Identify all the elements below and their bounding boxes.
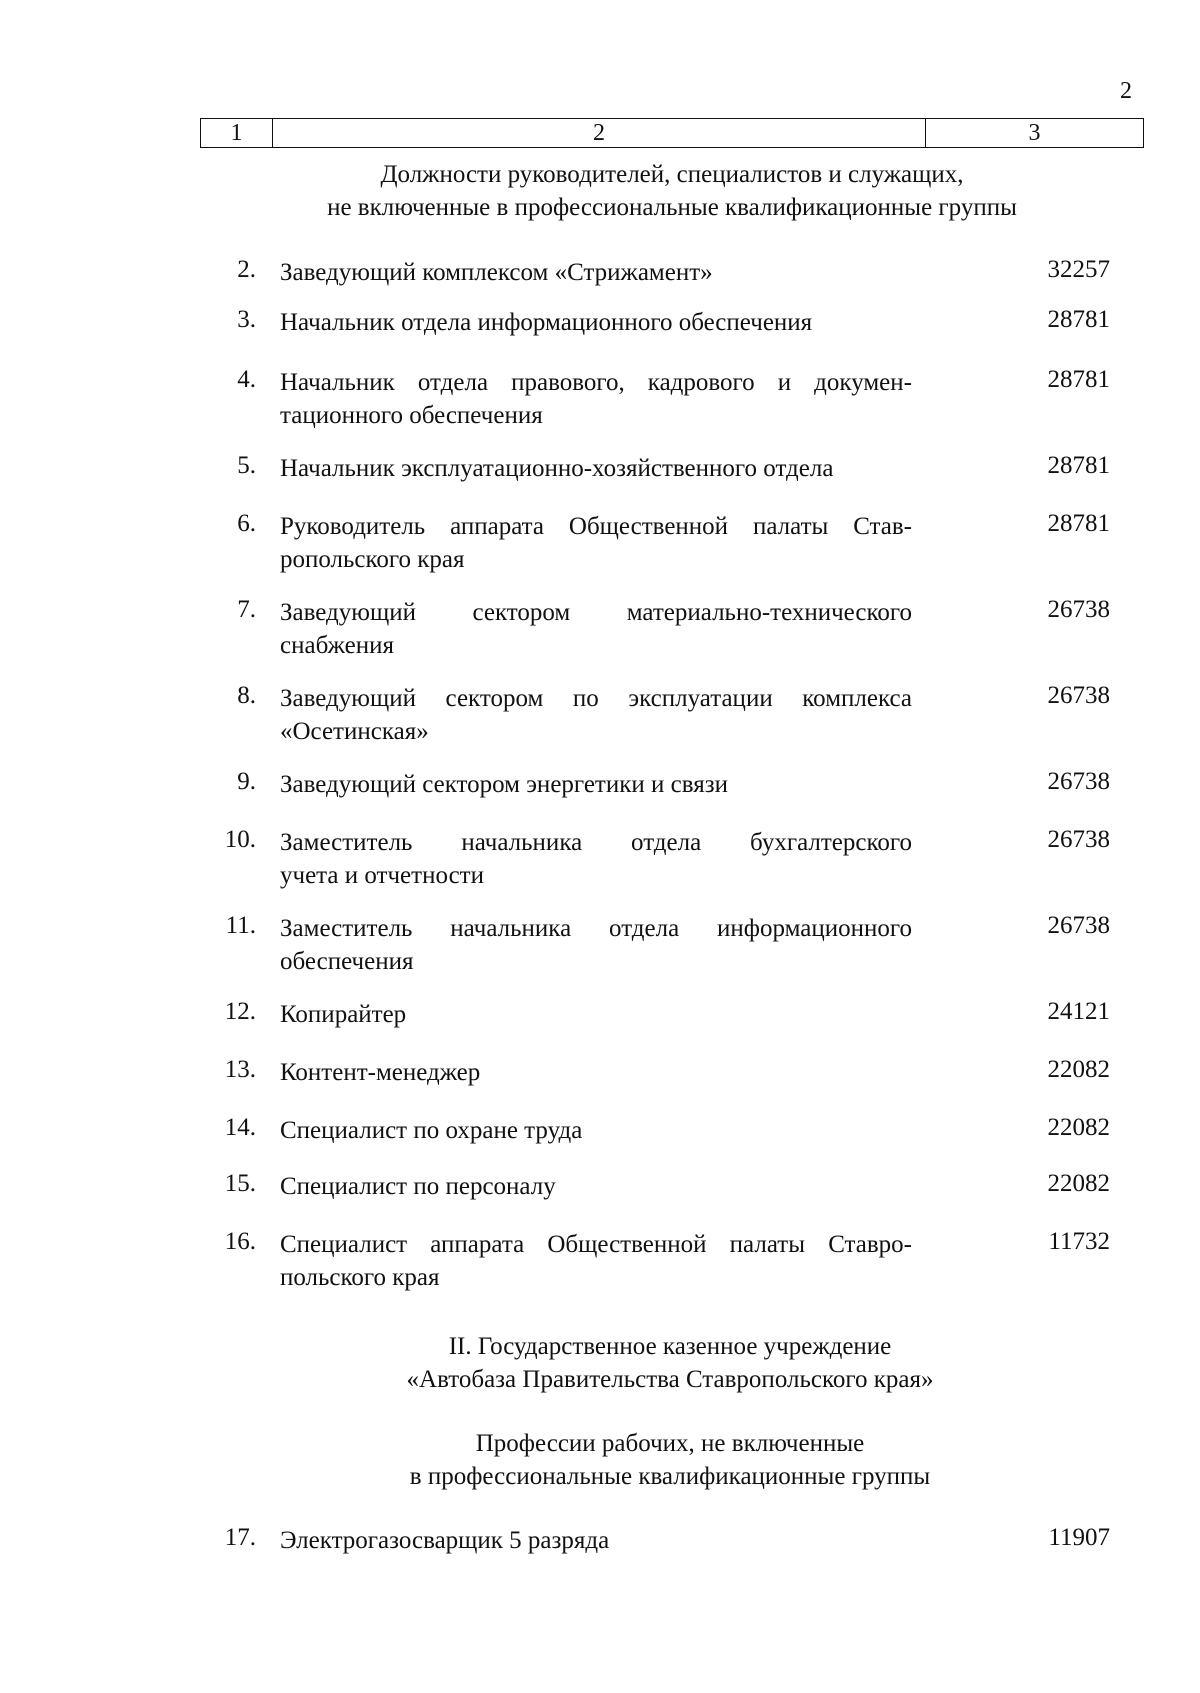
row-title [280,452,912,485]
row-value: 11732 [1048,1228,1110,1255]
column-header-table [200,118,1144,148]
row-title [280,1524,912,1557]
section1-heading-line2: не включенные в профессиональные квалификационные группы [327,194,1017,221]
row-number: 16. [224,1228,256,1255]
row-number: 14. [224,1114,256,1141]
row-number: 5. [237,452,256,479]
row-title-line: Руководитель аппарата Общественной палаты Став- [280,513,912,540]
row-value: 28781 [1047,452,1110,479]
row-title-line: Специалист аппарата Общественной палаты Ставро- [280,1231,912,1258]
row-title-line: снабжения [280,632,394,659]
row-value: 32257 [1047,256,1110,283]
row-number: 13. [224,1056,256,1083]
section1-heading-line1: Должности руководителей, специалистов и служащих, [380,161,964,188]
row-title [280,1114,912,1147]
row-title-line: Копирайтер [280,1001,407,1028]
row-title-line: Начальник отдела правового, кадрового и докумен- [280,369,912,396]
row-title-line: польского края [280,1264,440,1291]
row-number: 17. [224,1524,256,1551]
row-number: 2. [237,256,256,283]
row-title-line: Заместитель начальника отдела информационного [280,915,912,942]
row-number: 3. [237,306,256,333]
section2-subheading-line1: Профессии рабочих, не включенные [475,1430,865,1457]
row-value: 22082 [1047,1170,1110,1197]
row-title [280,912,912,978]
row-title-line: Начальник эксплуатационно-хозяйственного отдела [280,455,834,482]
section2-subheading-line2: в профессиональные квалификационные группы [409,1463,931,1490]
section2-heading-line1: II. Государственное казенное учреждение [448,1333,892,1360]
row-value: 26738 [1047,682,1110,709]
row-title-line: тационного обеспечения [280,402,543,429]
section2-heading-line2: «Автобаза Правительства Ставропольского края» [406,1366,934,1393]
row-title-line: Начальник отдела информационного обеспечения [280,309,813,336]
page-number: 2 [1120,78,1132,104]
row-number: 15. [224,1170,256,1197]
row-title-line: Заведующий сектором энергетики и связи [280,771,728,798]
row-title-line: Специалист по охране труда [280,1117,583,1144]
row-value: 22082 [1047,1056,1110,1083]
row-value: 28781 [1047,510,1110,537]
section1-heading [200,158,1144,224]
row-number: 6. [237,510,256,537]
section2-heading [280,1330,1060,1396]
row-title-line: Заведующий сектором материально-технического [280,599,912,626]
row-title-line: «Осетинская» [280,718,429,745]
row-value: 28781 [1047,306,1110,333]
row-value: 26738 [1047,768,1110,795]
column-header-1: 1 [201,119,273,147]
row-title [280,998,912,1031]
row-title-line: Заместитель начальника отдела бухгалтерского [280,829,912,856]
row-title [280,768,912,801]
row-title-line: обеспечения [280,948,414,975]
row-value: 24121 [1047,998,1110,1025]
row-title [280,1056,912,1089]
row-title [280,256,912,289]
row-value: 26738 [1047,826,1110,853]
row-title-line: Контент-менеджер [280,1059,481,1086]
row-title [280,596,912,662]
row-number: 12. [224,998,256,1025]
row-title [280,682,912,748]
row-title-line: Электрогазосварщик 5 разряда [280,1527,610,1554]
row-title-line: Специалист по персоналу [280,1173,556,1200]
row-title-line: Заведующий комплексом «Стрижамент» [280,259,713,286]
row-value: 26738 [1047,912,1110,939]
row-title-line: ропольского края [280,546,465,573]
row-title [280,510,912,576]
row-number: 7. [237,596,256,623]
row-title [280,1170,912,1203]
column-header-3: 3 [1028,119,1041,146]
row-number: 8. [237,682,256,709]
row-number: 9. [237,768,256,795]
row-title-line: Заведующий сектором по эксплуатации комплекса [280,685,912,712]
column-header-2: 2 [273,119,926,147]
row-value: 26738 [1047,596,1110,623]
row-value: 28781 [1047,366,1110,393]
row-title-line: учета и отчетности [280,862,484,889]
row-number: 11. [225,912,256,939]
row-number: 4. [237,366,256,393]
row-title [280,306,912,339]
row-value: 11907 [1048,1524,1110,1551]
row-value: 22082 [1047,1114,1110,1141]
row-number: 10. [224,826,256,853]
row-title [280,366,912,432]
row-title [280,826,912,892]
row-title [280,1228,912,1294]
section2-subheading [280,1427,1060,1493]
